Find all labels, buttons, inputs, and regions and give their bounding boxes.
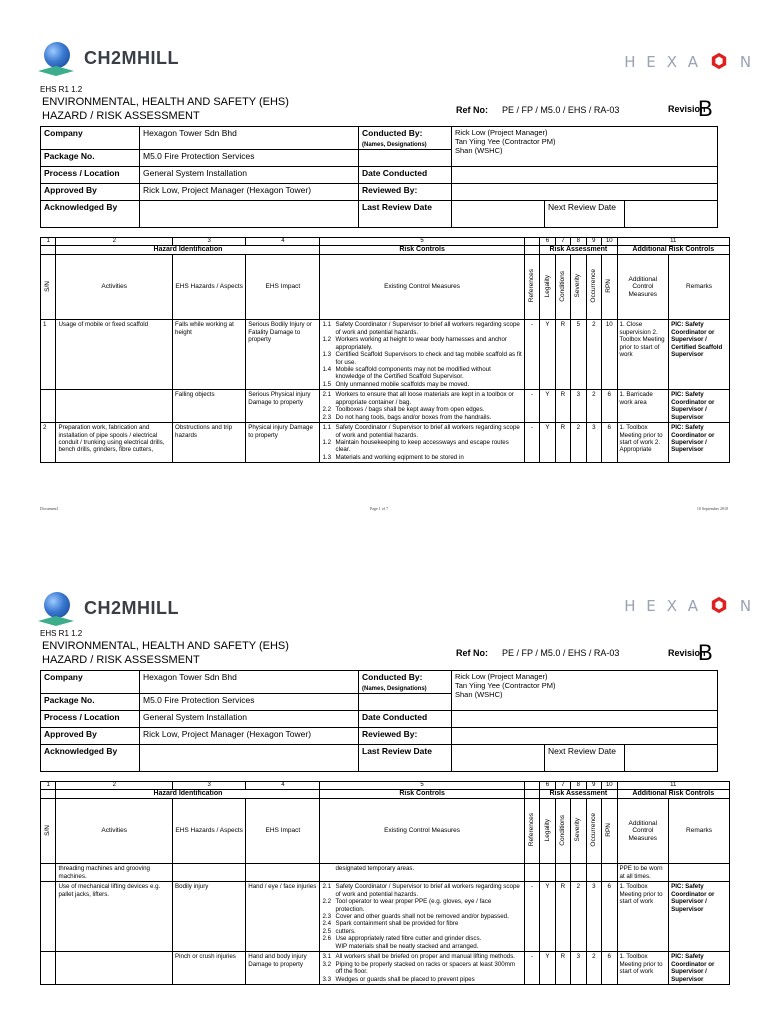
row-impact: Serious Physical injury Damage to property [246,390,320,423]
column-header-label: S/N [44,280,52,292]
control-number [322,943,335,950]
row-conditions: R [555,882,570,952]
group-spacer [41,246,56,255]
control-measure [322,953,521,960]
row-activity [56,952,173,985]
row-severity: 2 [571,423,586,463]
control-measure [322,920,521,927]
control-number: 3.3 [322,975,332,983]
risk-table [40,237,730,463]
row-impact: Serious Bodily Injury or Fatality Damage to property [246,320,320,390]
row-remarks [669,864,730,882]
row-severity: 2 [571,882,586,952]
additional-risk-controls-group: Additional Risk Controls [617,246,729,255]
row-occurrence: 3 [586,423,601,463]
column-number: 8 [571,782,586,790]
control-measure [322,414,521,421]
column-header-label: Severity [574,274,582,298]
doc-title-line2: HAZARD / RISK ASSESSMENT [42,654,200,666]
risk-assessment-group: Risk Assessment [540,790,617,799]
row-activity: Usage of mobile or fixed scaffold [56,320,173,390]
column-number: 9 [586,782,601,790]
row-occurrence: 2 [586,390,601,423]
control-measure [322,454,521,461]
control-text: Cover and other guards shall not be removed and/or bypassed. [335,913,509,921]
row-hazard: Falls while working at height [173,320,246,390]
control-text: Use appropriately rated fibre cutter and grinder discs. [335,935,482,943]
info-table: Company Hexagon Tower Sdn Bhd Conducted By: (Names, Designations) Rick Low (Project Manager) Tan Yiing Yee (Contractor PM) Shan (WSHC) Package No. M5.0 Fire Protection Services Process / Location General System Installation Date Conducted Approved By Rick Low, Project Manager (Hexagon Tower) Reviewed By: Acknowledged By Last Review Date Next Review Date [40,670,718,772]
control-measure [322,424,521,439]
row-impact: Hand / eye / face injuries [246,882,320,952]
column-number [524,782,539,790]
row-rpn [602,864,617,882]
row-controls [320,882,524,952]
row-controls [320,390,524,423]
control-text: Only unmanned mobile scaffolds may be moved. [335,380,470,388]
row-conditions: R [555,423,570,463]
table-row [41,864,730,882]
leaf-icon [38,616,74,626]
column-number: 5 [320,782,524,790]
row-remarks: PIC: Safety Coordinator or Supervisor / Certified Scaffold Supervisor [669,320,730,390]
column-number [524,238,539,246]
row-sn [41,864,56,882]
control-text: Do not hang tools, bags and/or boxes from the handrails. [335,413,492,421]
risk-controls-group: Risk Controls [320,790,524,799]
column-header: EHS Impact [246,255,320,320]
control-measure [322,883,521,898]
control-number: 1.2 [322,438,332,446]
row-reference [524,864,539,882]
column-header: Activities [56,255,173,320]
row-occurrence: 2 [586,320,601,390]
group-spacer [41,790,56,799]
column-header-label: RPN [605,823,613,837]
control-number: 1.4 [322,366,332,374]
control-measure [322,406,521,413]
row-conditions: R [555,952,570,985]
column-header-label: Occurrence [589,813,597,847]
control-measure [322,336,521,351]
column-number: 7 [555,782,570,790]
info-table: Company Hexagon Tower Sdn Bhd Conducted By: (Names, Designations) Rick Low (Project Manager) Tan Yiing Yee (Contractor PM) Shan (WSHC) Package No. M5.0 Fire Protection Services Process / Location General System Installation Date Conducted Approved By Rick Low, Project Manager (Hexagon Tower) Reviewed By: Acknowledged By Last Review Date Next Review Date [40,126,718,228]
globe-icon [44,42,70,68]
row-severity: 3 [571,952,586,985]
column-header-label: References [528,813,536,847]
brand-wordmark: CH2MHILL [84,598,179,618]
page-footer: Document1 Page 1 of 7 10 September 2010 [40,506,728,511]
column-group-row [41,790,730,799]
column-header-label: Conditions [558,814,566,846]
control-text: Maintain housekeeping to keep accessways and escape routes clear. [335,438,509,454]
column-number: 8 [571,238,586,246]
row-severity: 5 [571,320,586,390]
page-2 [0,540,768,1024]
column-header-label: Occurrence [589,269,597,303]
column-number: 11 [617,782,729,790]
control-measure [322,928,521,935]
row-controls [320,864,524,882]
row-rpn: 6 [602,882,617,952]
column-header [555,255,570,320]
row-remarks: PIC: Safety Coordinator or Supervisor / Supervisor [669,390,730,423]
column-header: Existing Control Measures [320,799,524,864]
row-remarks: PIC: Safety Coordinator or Supervisor / Supervisor [669,952,730,985]
control-measure [322,935,521,942]
column-number: 10 [602,782,617,790]
control-measure [322,865,521,872]
control-number: 2.3 [322,413,332,421]
column-number: 6 [540,238,555,246]
row-rpn: 6 [602,390,617,423]
row-rpn: 10 [602,320,617,390]
control-measure [322,976,521,983]
row-impact: Hand and body injury Damage to property [246,952,320,985]
hexagon-logo: H E X A N [624,597,752,615]
row-conditions: R [555,320,570,390]
column-header [540,799,555,864]
column-header: EHS Hazards / Aspects [173,255,246,320]
control-number: 2.2 [322,898,332,906]
column-header [602,255,617,320]
control-number: 1.3 [322,453,332,461]
control-measure [322,898,521,913]
table-row [41,423,730,463]
column-number: 4 [246,782,320,790]
risk-table [40,781,730,985]
row-legality: Y [540,390,555,423]
column-number: 3 [173,238,246,246]
row-rpn: 6 [602,952,617,985]
doc-code: EHS R1 1.2 [40,629,83,638]
leaf-icon [38,66,74,76]
column-header: Remarks [669,255,730,320]
column-number: 9 [586,238,601,246]
control-number: 2.1 [322,391,332,399]
table-row [41,882,730,952]
control-text: Piping to be properly stacked on racks or spacers at least 300mm off the floor. [335,960,516,976]
column-number: 7 [555,238,570,246]
column-number: 6 [540,782,555,790]
column-header-label: RPN [605,279,613,293]
doc-title-line2: HAZARD / RISK ASSESSMENT [42,110,200,122]
row-sn [41,882,56,952]
column-header: Additional Control Measures [617,799,669,864]
hexagon-gem-icon [710,52,728,70]
row-controls [320,423,524,463]
column-header: Additional Control Measures [617,255,669,320]
column-number: 5 [320,238,524,246]
row-legality: Y [540,882,555,952]
control-number: 2.4 [322,920,332,928]
column-header: EHS Impact [246,799,320,864]
row-conditions: R [555,390,570,423]
row-legality: Y [540,423,555,463]
control-text: Tool operator to wear proper PPE (e.g. gloves, eye / face protection. [335,898,492,913]
control-number: 1.1 [322,321,332,329]
row-reference: - [524,390,539,423]
column-header [41,799,56,864]
control-measure [322,943,521,950]
row-sn [41,952,56,985]
control-text: Wedges or guards shall be placed to prevent pipes [335,975,475,983]
row-additional-controls: 1. Toolbox Meeting prior to start of work 2. Appropriate [617,423,669,463]
control-number: 1.2 [322,336,332,344]
control-number: 1.3 [322,351,332,359]
control-number: 2.2 [322,406,332,414]
row-occurrence [586,864,601,882]
control-measure [322,961,521,976]
control-number: 2.3 [322,913,332,921]
row-legality: Y [540,320,555,390]
globe-icon [44,592,70,618]
control-number: 2.5 [322,927,332,935]
hazard-identification-group: Hazard Identification [56,246,320,255]
hexagon-logo: H E X A N [624,53,752,71]
row-hazard: Bodily injury [173,882,246,952]
control-text: cutters. [335,927,356,935]
row-sn: 1 [41,320,56,390]
row-reference: - [524,882,539,952]
row-reference: - [524,952,539,985]
column-header [540,255,555,320]
row-remarks: PIC: Safety Coordinator or Supervisor / Supervisor [669,882,730,952]
column-header [524,255,539,320]
control-number [322,865,335,872]
doc-code: EHS R1 1.2 [40,85,83,94]
column-header-row [41,799,730,864]
row-controls [320,320,524,390]
additional-risk-controls-group: Additional Risk Controls [617,790,729,799]
doc-title-line1: ENVIRONMENTAL, HEALTH AND SAFETY (EHS) [42,640,289,652]
risk-assessment-group: Risk Assessment [540,246,617,255]
brand-wordmark: CH2MHILL [84,48,179,68]
hazard-identification-group: Hazard Identification [56,790,320,799]
column-header [524,799,539,864]
column-header [602,799,617,864]
control-text: Toolboxes / bags shall be kept away from open edges. [335,406,485,414]
ref-no: Ref No: PE / FP / M5.0 / EHS / RA-03 [456,105,620,115]
row-legality: Y [540,952,555,985]
row-reference: - [524,320,539,390]
column-number: 3 [173,782,246,790]
control-number: 3.1 [322,953,332,961]
column-header: Remarks [669,799,730,864]
column-header [555,799,570,864]
column-header [571,799,586,864]
column-header-label: Legality [543,274,551,298]
column-header-row [41,255,730,320]
control-text: Workers to ensure that all loose materials are kept in a toolbox or appropriate container / bag. [335,391,514,406]
row-activity: Use of mechanical lifting devices e.g. pallet jacks, lifters. [56,882,173,952]
column-header: Activities [56,799,173,864]
control-text: Safety Coordinator / Supervisor to brief all workers regarding scope of work and potential hazards. [335,883,520,898]
control-measure [322,351,521,366]
row-severity [571,864,586,882]
control-measure [322,366,521,381]
column-header: Existing Control Measures [320,255,524,320]
row-legality [540,864,555,882]
control-text: Safety Coordinator / Supervisor to brief all workers regarding scope of work and potential hazards. [335,321,520,336]
row-hazard: Falling objects [173,390,246,423]
hexagon-gem-icon [710,596,728,614]
column-header-label: Conditions [558,270,566,302]
control-measure [322,391,521,406]
control-text: WIP materials shall be neatly stacked and arranged. [335,942,479,950]
column-header-label: Severity [574,818,582,842]
column-header-label: S/N [44,824,52,836]
column-number: 4 [246,238,320,246]
column-group-row [41,246,730,255]
row-activity [56,390,173,423]
ref-no: Ref No: PE / FP / M5.0 / EHS / RA-03 [456,648,620,658]
control-number: 1.5 [322,380,332,388]
row-sn: 2 [41,423,56,463]
column-number: 1 [41,782,56,790]
revision-value: B [698,96,713,121]
row-impact: Physical injury Damage to property [246,423,320,463]
column-number: 11 [617,238,729,246]
control-number: 3.2 [322,960,332,968]
control-measure [322,439,521,454]
control-number: 1.1 [322,424,332,432]
row-severity: 3 [571,390,586,423]
column-header [571,255,586,320]
column-number: 2 [56,238,173,246]
column-header-label: Legality [543,818,551,842]
column-number-row [41,238,730,246]
revision-label: Revision [668,648,706,658]
column-number: 2 [56,782,173,790]
row-additional-controls: 1. Toolbox Meeting prior to start of work [617,952,669,985]
control-measure [322,913,521,920]
control-text: Mobile scaffold components may not be modified without knowledge of the Certified Scaffold Supervisor. [335,366,491,381]
row-reference: - [524,423,539,463]
control-text: Workers working at height to wear body harnesses and anchor appropriately. [335,336,507,351]
revision-label: Revision [668,104,706,114]
control-text: Safety Coordinator / Supervisor to brief all workers regarding scope of work and potential hazards. [335,424,520,439]
column-header [41,255,56,320]
row-occurrence: 3 [586,882,601,952]
control-text: Certified Scaffold Supervisors to check and tag mobile scaffold as fit for use. [335,351,522,366]
doc-title-line1: ENVIRONMENTAL, HEALTH AND SAFETY (EHS) [42,96,289,108]
row-additional-controls: 1. Barricade work area [617,390,669,423]
row-activity: Preparation work, fabrication and installation of pipe spools / electrical conduit / trunking using electrical drills, bench drills, grinders, fibre cutters, [56,423,173,463]
column-header: EHS Hazards / Aspects [173,799,246,864]
table-row [41,320,730,390]
table-row [41,390,730,423]
row-hazard: Obstructions and trip hazards [173,423,246,463]
row-remarks: PIC: Safety Coordinator or Supervisor / Supervisor [669,423,730,463]
control-measure [322,381,521,388]
column-number: 10 [602,238,617,246]
row-additional-controls: 1. Toolbox Meeting prior to start of work [617,882,669,952]
control-text: designated temporary areas. [335,865,415,873]
row-activity: threading machines and grooving machines. [56,864,173,882]
risk-controls-group: Risk Controls [320,246,524,255]
row-additional-controls: 1. Close supervision 2. Toolbox Meeting prior to start of work [617,320,669,390]
control-text: All workers shall be briefed on proper and manual lifting methods. [335,953,516,961]
table-row [41,952,730,985]
group-spacer [524,790,539,799]
row-rpn: 6 [602,423,617,463]
control-number: 2.6 [322,935,332,943]
row-hazard: Pinch or crush injuries [173,952,246,985]
row-sn [41,390,56,423]
column-header [586,255,601,320]
control-text: Spark containment shall be provided for fibre [335,920,459,928]
row-controls [320,952,524,985]
column-number: 1 [41,238,56,246]
column-header [586,799,601,864]
revision-value: B [698,640,713,665]
control-text: Materials and working eqipment to be stored in [335,453,464,461]
column-number-row [41,782,730,790]
row-impact [246,864,320,882]
group-spacer [524,246,539,255]
row-hazard [173,864,246,882]
control-measure [322,321,521,336]
control-number: 2.1 [322,883,332,891]
row-occurrence: 2 [586,952,601,985]
column-header-label: References [528,269,536,303]
row-conditions [555,864,570,882]
row-additional-controls: PPE to be worn at all times. [617,864,669,882]
